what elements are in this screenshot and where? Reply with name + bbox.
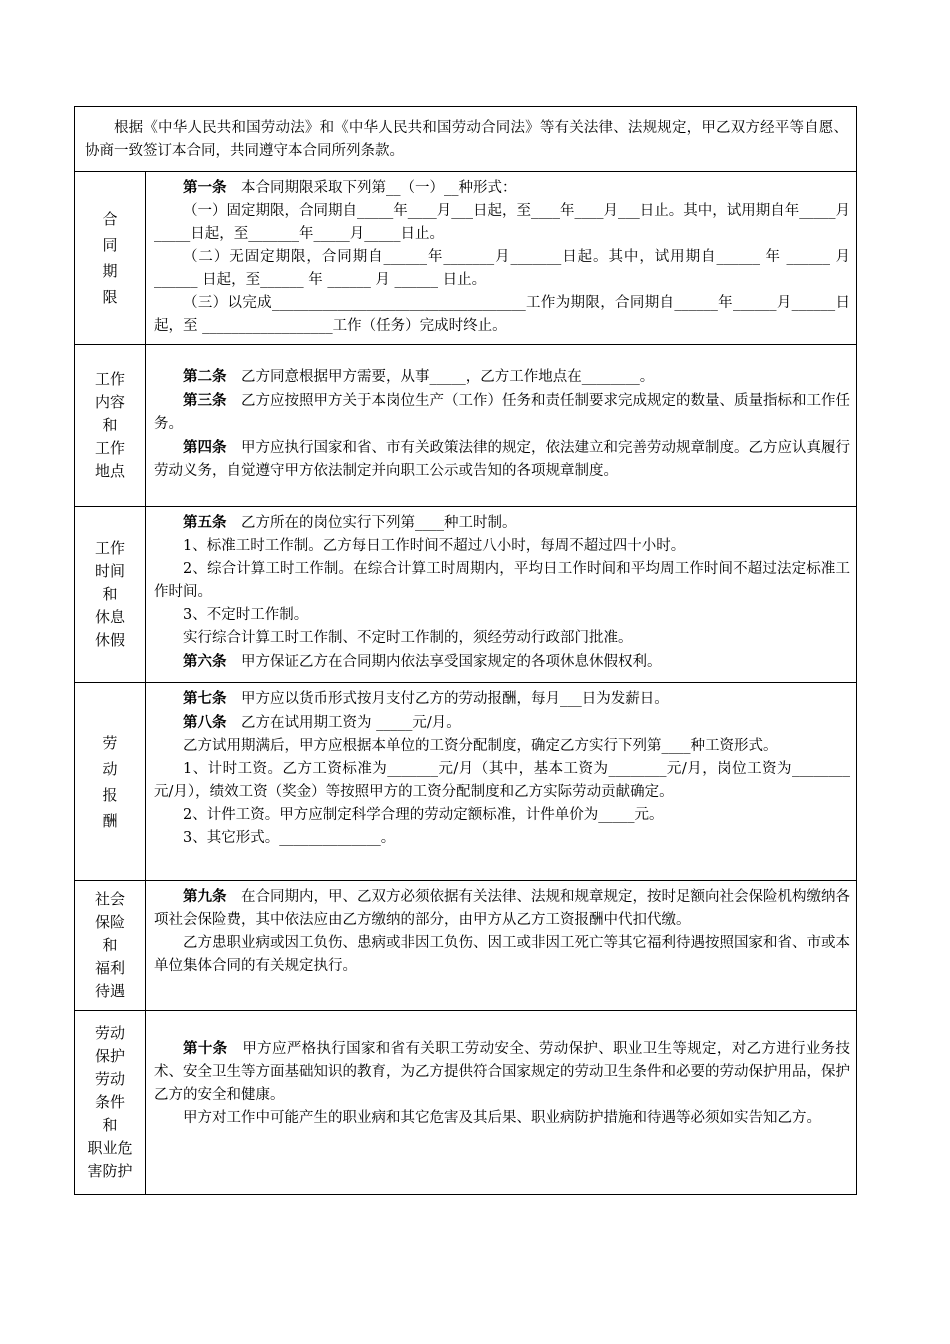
label-line: 工作 xyxy=(94,370,125,388)
label-line: 休假 xyxy=(94,631,125,649)
section-row-work-content xyxy=(75,345,857,507)
label-line: 害防护 xyxy=(87,1162,133,1180)
label-line: 待遇 xyxy=(94,982,125,1000)
clause-paragraph: 乙方试用期满后，甲方应根据本单位的工资分配制度，确定乙方实行下列第____种工资形式。 xyxy=(183,738,778,754)
section-label-term xyxy=(75,172,146,345)
clause-paragraph: 第三条 乙方应按照甲方关于本岗位生产（工作）任务和责任制要求完成规定的数量、质量指标和工作任务。 xyxy=(154,392,850,432)
label-line: 和 xyxy=(102,936,118,954)
label-line: 工作 xyxy=(94,439,125,457)
label-line: 期 xyxy=(102,262,118,280)
clause-paragraph: 第四条 甲方应执行国家和省、市有关政策法律的规定，依法建立和完善劳动规章制度。乙方应认真履行劳动义务，自觉遵守甲方依法制定并向职工公示或告知的各项规章制度。 xyxy=(154,439,850,479)
section-content-work-time xyxy=(146,507,857,683)
label-line: 报 xyxy=(102,785,118,804)
contract-page xyxy=(74,106,856,1195)
clause-paragraph: 乙方患职业病或因工负伤、患病或非因工负伤、因工或非因工死亡等其它福利待遇按照国家和省、市或本单位集体合同的有关规定执行。 xyxy=(154,935,850,974)
label-line: 动 xyxy=(102,759,118,778)
clause-paragraph: 第九条 在合同期内，甲、乙双方必须依据有关法律、法规和规章规定，按时足额向社会保险机构缴纳各项社会保险费，其中依法应由乙方缴纳的部分，由甲方从乙方工资报酬中代扣代缴。 xyxy=(154,888,850,928)
clause-paragraph: 第一条 本合同期限采取下列第__（一）__种形式： xyxy=(183,179,517,196)
label-line: 劳动 xyxy=(94,1024,125,1042)
clause-paragraph: 3、不定时工作制。 xyxy=(183,607,309,623)
label-line: 合 xyxy=(102,210,118,228)
section-content-term xyxy=(146,172,857,345)
label-line: 和 xyxy=(102,585,118,603)
label-line: 劳动 xyxy=(94,1070,125,1088)
label-line: 时间 xyxy=(94,562,125,580)
section-content-work-content xyxy=(146,345,857,507)
section-label-work-time xyxy=(75,507,146,683)
label-line: 劳 xyxy=(102,733,118,752)
label-line: 条件 xyxy=(94,1093,125,1111)
label-line: 福利 xyxy=(94,959,125,977)
contract-table xyxy=(74,106,857,1195)
section-row-work-time xyxy=(75,507,857,683)
label-line: 内容 xyxy=(94,393,125,411)
clause-paragraph: 第七条 甲方应以货币形式按月支付乙方的劳动报酬，每月___日为发薪日。 xyxy=(183,690,669,707)
label-line: 酬 xyxy=(102,811,118,830)
label-line: 休息 xyxy=(94,608,125,626)
label-line: 和 xyxy=(102,1116,118,1134)
section-label-protection xyxy=(75,1011,146,1195)
section-content-protection xyxy=(146,1011,857,1195)
section-label-insurance xyxy=(75,881,146,1011)
section-label-work-content xyxy=(75,345,146,507)
clause-paragraph: 实行综合计算工时工作制、不定时工作制的，须经劳动行政部门批准。 xyxy=(183,630,633,646)
label-line: 保护 xyxy=(94,1047,125,1065)
section-row-term xyxy=(75,172,857,345)
section-content-insurance xyxy=(146,881,857,1011)
label-line: 保险 xyxy=(94,913,125,931)
clause-paragraph: 第二条 乙方同意根据甲方需要，从事_____，乙方工作地点在________。 xyxy=(183,368,655,385)
clause-paragraph: 3、其它形式。______________。 xyxy=(183,830,396,846)
clause-paragraph: （一）固定期限，合同期自_____年____月___日起，至____年____月___日止。其中，试用期自年_____月_____日起，至_______年_____月_____日止。 xyxy=(154,203,850,242)
section-label-pay xyxy=(75,683,146,881)
clause-paragraph: （二）无固定期限，合同期自______年_______月_______日起。其中，试用期自______ 年 ______ 月______ 日起，至______ 年 ______ 月 ______ 日止。 xyxy=(154,249,850,288)
clause-paragraph: 第八条 乙方在试用期工资为 _____元/月。 xyxy=(183,714,461,731)
intro-text: 根据《中华人民共和国劳动法》和《中华人民共和国劳动合同法》等有关法律、法规规定，甲乙双方经平等自愿、协商一致签订本合同，共同遵守本合同所列条款。 xyxy=(85,120,848,159)
label-line: 和 xyxy=(102,416,118,434)
clause-paragraph: 2、计件工资。甲方应制定科学合理的劳动定额标准，计件单价为_____元。 xyxy=(183,807,664,823)
clause-paragraph: （三）以完成___________________________________工作为期限，合同期自______年______月______日起，至 __________________工作（任务）完成时终止。 xyxy=(154,295,850,334)
label-line: 限 xyxy=(102,288,118,306)
label-line: 工作 xyxy=(94,539,125,557)
clause-paragraph: 第十条 甲方应严格执行国家和省有关职工劳动安全、劳动保护、职业卫生等规定，对乙方进行业务技术、安全卫生等方面基础知识的教育，为乙方提供符合国家规定的劳动卫生条件和必要的劳动保护用品，保护乙方的安全和健康。 xyxy=(154,1040,851,1103)
clause-paragraph: 1、标准工时工作制。乙方每日工作时间不超过八小时，每周不超过四十小时。 xyxy=(183,538,686,554)
section-content-pay xyxy=(146,683,857,881)
clause-paragraph: 2、综合计算工时工作制。在综合计算工时周期内，平均日工作时间和平均周工作时间不超过法定标准工作时间。 xyxy=(154,561,850,600)
intro-cell xyxy=(75,107,857,172)
label-line: 社会 xyxy=(94,890,125,908)
clause-paragraph: 第五条 乙方所在的岗位实行下列第____种工时制。 xyxy=(183,514,517,531)
clause-paragraph: 1、计时工资。乙方工资标准为_______元/月（其中，基本工资为________元/月，岗位工资为________元/月），绩效工资（奖金）等按照甲方的工资分配制度和乙方实际劳动贡献确定。 xyxy=(154,761,850,800)
label-line: 地点 xyxy=(94,462,125,480)
label-line: 职业危 xyxy=(87,1139,133,1157)
section-row-protection xyxy=(75,1011,857,1195)
section-row-insurance xyxy=(75,881,857,1011)
clause-paragraph: 甲方对工作中可能产生的职业病和其它危害及其后果、职业病防护措施和待遇等必须如实告知乙方。 xyxy=(183,1110,821,1126)
clause-paragraph: 第六条 甲方保证乙方在合同期内依法享受国家规定的各项休息休假权利。 xyxy=(183,653,662,670)
section-row-pay xyxy=(75,683,857,881)
label-line: 同 xyxy=(102,236,118,254)
intro-row xyxy=(75,107,857,172)
